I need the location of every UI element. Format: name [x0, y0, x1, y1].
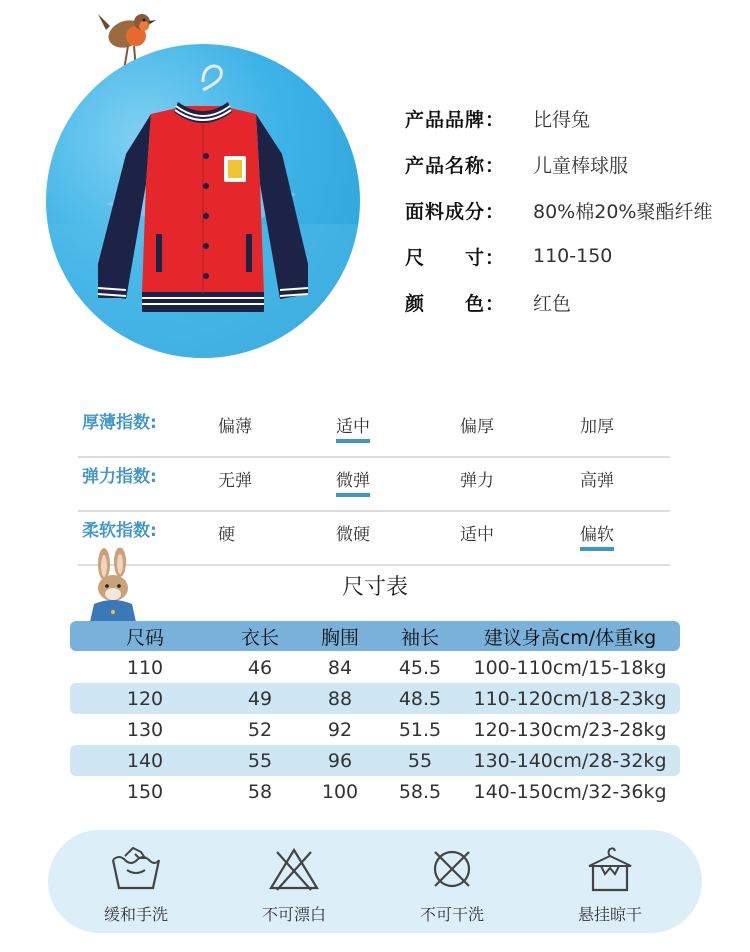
table-cell: 120	[126, 687, 164, 710]
table-cell: 120-130cm/23-28kg	[473, 718, 667, 741]
no-bleach-icon	[267, 846, 321, 892]
product-specs	[405, 95, 712, 325]
size-chart-title: 尺寸表	[341, 575, 408, 600]
index-option: 加厚	[580, 417, 614, 437]
index-label-thickness: 厚薄指数:	[82, 413, 157, 433]
index-row-thickness	[78, 404, 670, 458]
index-option: 微硬	[336, 525, 370, 545]
index-option: 适中	[460, 525, 494, 545]
table-cell: 92	[327, 718, 353, 741]
care-item-no-bleach	[234, 846, 354, 925]
index-option: 高弹	[580, 471, 614, 491]
index-option-selected: 适中	[336, 412, 370, 443]
index-option: 偏厚	[460, 417, 494, 437]
spec-name	[405, 141, 712, 187]
table-cell: 58	[247, 780, 273, 803]
index-option-selected: 微弹	[336, 466, 370, 497]
header-cell: 胸围	[320, 626, 359, 649]
index-label-softness: 柔软指数:	[82, 521, 157, 541]
hang-dry-icon	[583, 846, 637, 892]
care-label: 悬挂晾干	[577, 905, 642, 924]
header-cell: 衣长	[240, 626, 279, 649]
spec-color-label	[405, 289, 505, 316]
table-row	[70, 714, 680, 745]
no-dry-clean-icon	[425, 846, 479, 892]
care-item-hand-wash	[76, 846, 196, 925]
spec-name-label: 产品名称：	[405, 154, 506, 177]
care-label: 不可漂白	[261, 905, 326, 924]
spec-fabric	[405, 187, 712, 233]
spec-fabric-label: 面料成分：	[405, 200, 506, 223]
spec-brand	[405, 95, 712, 141]
table-row	[70, 776, 680, 807]
table-row	[70, 745, 680, 776]
table-cell: 49	[247, 687, 273, 710]
header-cell: 袖长	[400, 626, 439, 649]
care-instructions	[48, 830, 702, 933]
spec-color	[405, 279, 712, 325]
spec-color-value: 红色	[533, 292, 572, 315]
index-option: 硬	[218, 525, 235, 545]
table-cell: 45.5	[398, 656, 442, 679]
spec-brand-value: 比得兔	[533, 108, 591, 131]
spec-size-label-b: 寸：	[464, 246, 505, 269]
care-label: 缓和手洗	[103, 905, 168, 924]
table-cell: 140-150cm/32-36kg	[473, 780, 667, 803]
table-cell: 130-140cm/28-32kg	[473, 749, 667, 772]
index-row-elasticity	[78, 458, 670, 512]
table-cell: 100-110cm/15-18kg	[473, 656, 667, 679]
index-option: 无弹	[218, 471, 252, 491]
size-chart-table	[70, 621, 680, 807]
table-cell: 55	[247, 749, 273, 772]
spec-size-value: 110-150	[533, 245, 613, 267]
spec-color-label-a: 颜	[405, 292, 426, 315]
table-cell: 58.5	[398, 780, 442, 803]
table-cell: 88	[327, 687, 353, 710]
spec-color-label-b: 色：	[464, 292, 505, 315]
product-photo	[46, 44, 360, 358]
table-cell: 110-120cm/18-23kg	[473, 687, 667, 710]
table-cell: 110	[126, 656, 164, 679]
spec-size-label-a: 尺	[405, 246, 426, 269]
table-cell: 52	[247, 718, 273, 741]
table-cell: 150	[126, 780, 164, 803]
table-row	[70, 652, 680, 683]
table-cell: 48.5	[398, 687, 442, 710]
index-option: 偏薄	[218, 417, 252, 437]
care-item-hang-dry	[550, 846, 670, 925]
spec-fabric-value: 80%棉20%聚酯纤维	[533, 200, 713, 223]
header-cell: 尺码	[125, 626, 164, 649]
hand-wash-icon	[109, 846, 163, 892]
index-row-softness	[78, 512, 670, 566]
table-cell: 96	[327, 749, 353, 772]
care-item-no-dry-clean	[392, 846, 512, 925]
index-option: 弹力	[460, 471, 494, 491]
spec-brand-label: 产品品牌：	[405, 108, 506, 131]
spec-name-value: 儿童棒球服	[533, 154, 629, 177]
header-cell: 建议身高cm/体重kg	[483, 626, 657, 649]
index-option-selected: 偏软	[580, 520, 614, 551]
table-cell: 100	[321, 780, 359, 803]
fabric-index	[78, 404, 670, 566]
table-cell: 140	[126, 749, 164, 772]
index-label-elasticity: 弹力指数:	[82, 467, 157, 487]
table-cell: 46	[247, 656, 273, 679]
table-cell: 55	[407, 749, 433, 772]
size-chart-header	[70, 621, 680, 651]
table-cell: 130	[126, 718, 164, 741]
table-cell: 84	[327, 656, 353, 679]
spec-size-label	[405, 243, 505, 270]
spec-size	[405, 233, 712, 279]
care-label: 不可干洗	[419, 905, 484, 924]
table-cell: 51.5	[398, 718, 442, 741]
table-row	[70, 683, 680, 714]
